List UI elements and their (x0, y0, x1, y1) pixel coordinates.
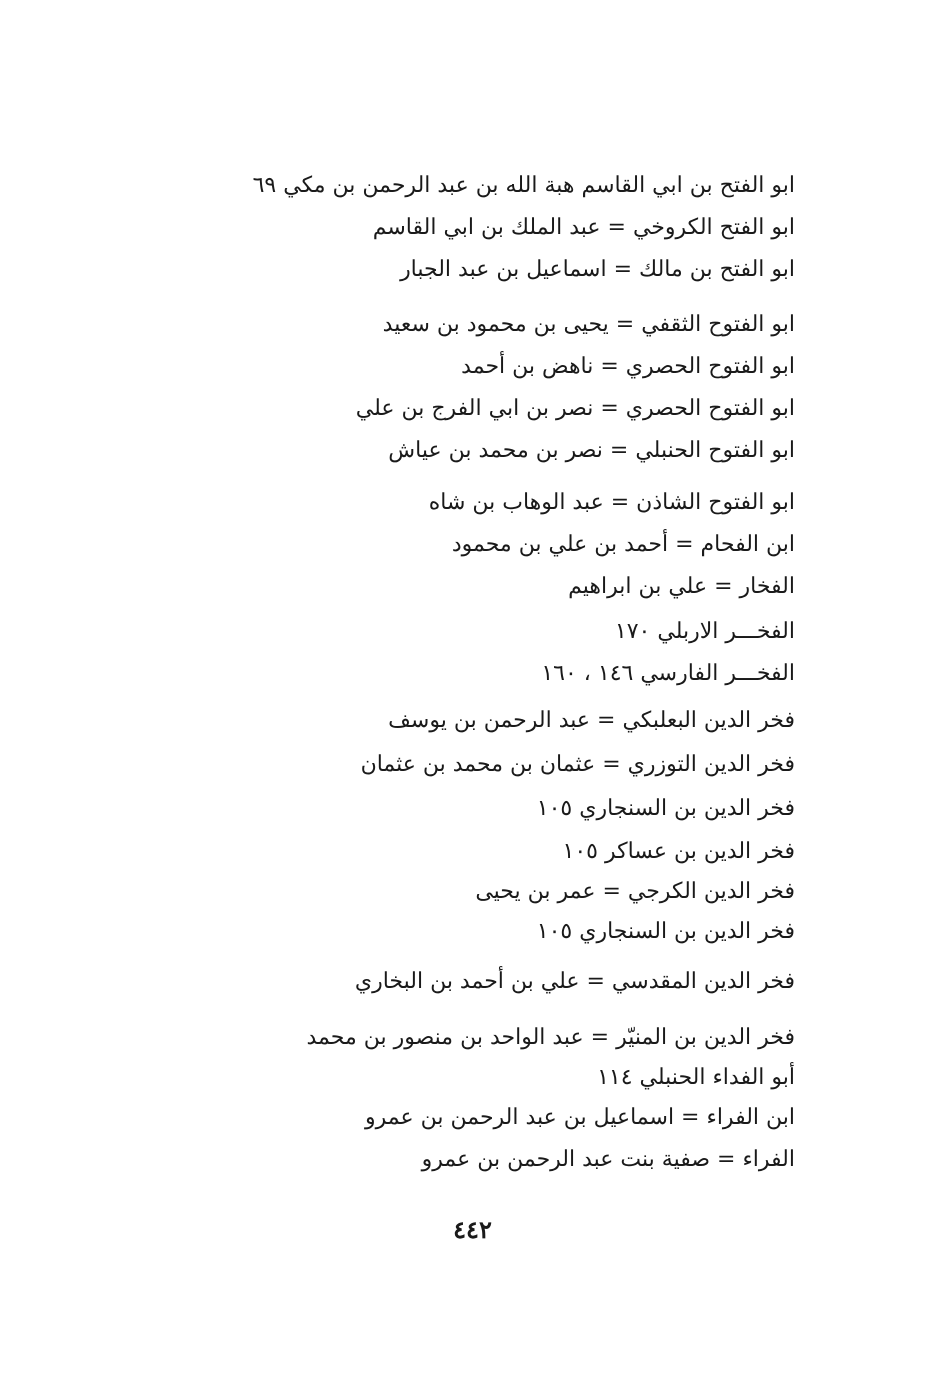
index-entry: ابن الفحام = أحمد بن علي بن محمود (451, 532, 795, 557)
index-entry: ابو الفتوح الحنبلي = نصر بن محمد بن عياش (388, 438, 795, 463)
index-entry: ابو الفتح بن ابي القاسم هبة الله بن عبد الرحمن بن مكي ٦٩ (252, 173, 795, 198)
index-entry: ابو الفتوح الثقفي = يحيى بن محمود بن سعيد (382, 312, 795, 337)
index-entry: فخر الدين بن المنيّر = عبد الواحد بن منصور بن محمد (306, 1025, 795, 1050)
index-entry: الفراء = صفية بنت عبد الرحمن بن عمرو (421, 1147, 795, 1172)
index-entry: الفخار = علي بن ابراهيم (568, 574, 795, 599)
index-entry: ابو الفتوح الشاذن = عبد الوهاب بن شاه (428, 490, 795, 515)
index-entry: فخر الدين البعلبكي = عبد الرحمن بن يوسف (388, 708, 795, 733)
index-entry: ابو الفتوح الحصري = نصر بن ابي الفرج بن علي (355, 396, 795, 421)
index-entry: فخر الدين الكرجي = عمر بن يحيى (475, 879, 795, 904)
index-entry: ابن الفراء = اسماعيل بن عبد الرحمن بن عمرو (365, 1105, 795, 1130)
index-entry: ابو الفتوح الحصري = ناهض بن أحمد (461, 354, 795, 379)
index-entry: الفخـــر الاربلي ١٧٠ (614, 619, 795, 644)
index-entry: فخر الدين بن السنجاري ١٠٥ (536, 796, 795, 821)
index-entry: ابو الفتح بن مالك = اسماعيل بن عبد الجبار (400, 257, 795, 282)
index-entry: فخر الدين التوزري = عثمان بن محمد بن عثمان (360, 752, 795, 777)
index-entry: الفخـــر الفارسي ١٤٦ ، ١٦٠ (541, 661, 795, 686)
index-entry: أبو الفداء الحنبلي ١١٤ (597, 1065, 795, 1090)
index-entry: ابو الفتح الكروخي = عبد الملك بن ابي القاسم (372, 215, 795, 240)
index-entry: فخر الدين المقدسي = علي بن أحمد بن البخاري (354, 969, 795, 994)
index-entry: فخر الدين بن السنجاري ١٠٥ (536, 919, 795, 944)
page-number: ٤٤٢ (453, 1215, 492, 1244)
index-entry: فخر الدين بن عساكر ١٠٥ (562, 839, 795, 864)
